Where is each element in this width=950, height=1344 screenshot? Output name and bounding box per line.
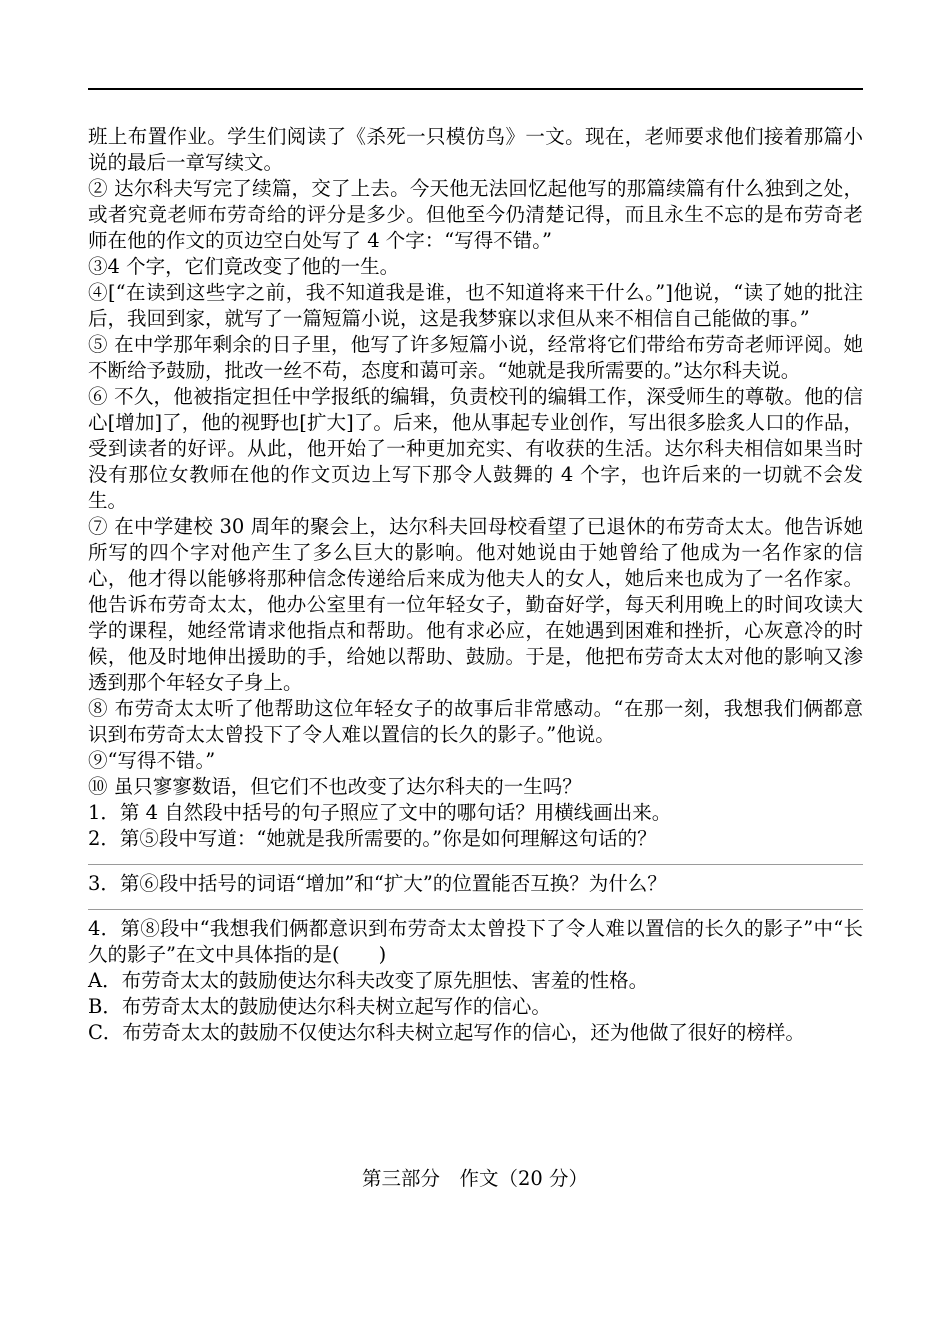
passage-paragraph-8: ⑧ 布劳奇太太听了他帮助这位年轻女子的故事后非常感动。“在那一刻，我想我们俩都意识到布劳奇太太曾投下了令人难以置信的长久的影子。”他说。	[88, 697, 863, 746]
question-2: 2．第⑤段中写道：“她就是我所需要的。”你是如何理解这句话的？	[88, 827, 657, 850]
question-3: 3．第⑥段中括号的词语“增加”和“扩大”的位置能否互换？为什么？	[88, 872, 667, 895]
passage-paragraph-2: ② 达尔科夫写完了续篇，交了上去。今天他无法回忆起他写的那篇续篇有什么独到之处，或者究竟老师布劳奇给的评分是多少。但他至今仍清楚记得，而且永生不忘的是布劳奇老师在他的作文的页边空白处写了 4 个字：“写得不错。”	[88, 177, 863, 252]
section-heading: 第三部分 作文（20 分）	[361, 1167, 588, 1190]
passage-paragraph-3: ③4 个字，它们竟改变了他的一生。	[88, 255, 400, 278]
question-4: 4．第⑧段中“我想我们俩都意识到布劳奇太太曾投下了令人难以置信的长久的影子”中“长久的影子”在文中具体指的是( )	[88, 917, 863, 966]
question-1: 1．第 4 自然段中括号的句子照应了文中的哪句话？用横线画出来。	[88, 801, 672, 824]
passage-paragraph-intro: 班上布置作业。学生们阅读了《杀死一只模仿鸟》一文。现在，老师要求他们接着那篇小说的最后一章写续文。	[88, 125, 863, 174]
question-4-option-b: B．布劳奇太太的鼓励使达尔科夫树立起写作的信心。	[88, 995, 551, 1018]
passage-paragraph-10: ⑩ 虽只寥寥数语，但它们不也改变了达尔科夫的一生吗？	[88, 775, 582, 798]
header-rule	[88, 88, 863, 90]
question-4-option-c: C．布劳奇太太的鼓励不仅使达尔科夫树立起写作的信心，还为他做了很好的榜样。	[88, 1021, 805, 1044]
answer-line-q2[interactable]	[88, 864, 863, 865]
passage-paragraph-4: ④[“在读到这些字之前，我不知道我是谁，也不知道将来干什么。”]他说，“读了她的批注后，我回到家，就写了一篇短篇小说，这是我梦寐以求但从来不相信自己能做的事。”	[88, 281, 863, 330]
passage-paragraph-7: ⑦ 在中学建校 30 周年的聚会上，达尔科夫回母校看望了已退休的布劳奇太太。他告诉她所写的四个字对他产生了多么巨大的影响。他对她说由于她曾给了他成为一名作家的信心，他才得以能够将那种信念传递给后来成为他夫人的女人，她后来也成为了一名作家。他告诉布劳奇太太，他办公室里有一位年轻女子，勤奋好学，每天利用晚上的时间攻读大学的课程，她经常请求他指点和帮助。他有求必应，在她遇到困难和挫折，心灰意冷的时候，他及时地伸出援助的手，给她以帮助、鼓励。于是，他把布劳奇太太对他的影响又渗透到那个年轻女子身上。	[88, 515, 863, 694]
question-4-option-a: A．布劳奇太太的鼓励使达尔科夫改变了原先胆怯、害羞的性格。	[88, 969, 649, 992]
passage-paragraph-5: ⑤ 在中学那年剩余的日子里，他写了许多短篇小说，经常将它们带给布劳奇老师评阅。她不断给予鼓励，批改一丝不苟，态度和蔼可亲。“她就是我所需要的。”达尔科夫说。	[88, 333, 863, 382]
passage-paragraph-9: ⑨“写得不错。”	[88, 749, 216, 772]
exam-content	[88, 124, 863, 1046]
answer-line-q3[interactable]	[88, 909, 863, 910]
passage-paragraph-6: ⑥ 不久，他被指定担任中学报纸的编辑，负责校刊的编辑工作，深受师生的尊敬。他的信心[增加]了，他的视野也[扩大]了。后来，他从事起专业创作，写出很多脍炙人口的作品，受到读者的好评。从此，他开始了一种更加充实、有收获的生活。达尔科夫相信如果当时没有那位女教师在他的作文页边上写下那令人鼓舞的 4 个字，也许后来的一切就不会发生。	[88, 385, 863, 512]
